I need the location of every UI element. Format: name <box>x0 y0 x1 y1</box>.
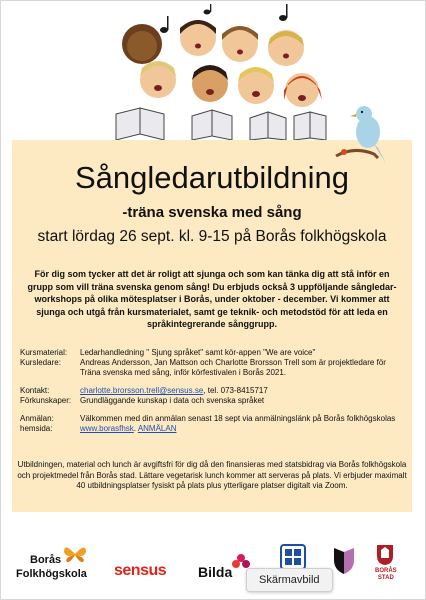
sensus-logo: sensus <box>114 562 167 579</box>
boras-folkhogskola-logo-line1: Borås <box>30 554 62 566</box>
forkunskaper-row <box>20 396 408 406</box>
subtitle: -träna svenska med sång <box>122 204 302 221</box>
logo-bar <box>0 540 426 600</box>
anmalan-label: Anmälan: <box>20 414 54 423</box>
contact-phone: , tel. 073-8415717 <box>203 386 268 395</box>
contact-email-link[interactable]: charlotte.brorsson.trell@sensus.se <box>80 386 204 395</box>
anmalan-value: Välkommen med din anmälan senast 18 sept via anmälningslänk på Borås folkhögskolas <box>80 414 396 423</box>
funding-text: Utbildningen, material och lunch är avgiftsfri för dig då den finansieras med statsbidrag via Borås folkhögskola och projektmedel från Borås stad. Lättare vegetarisk lunch kommer att serveras på plats. Vi erbjuder maximalt 40 utbildningsplatser fysiskt på plats plus ytterligare platser digitalt via Zoom. <box>17 460 407 490</box>
kontakt-row <box>20 386 408 396</box>
theatre-mask-logo <box>332 546 356 576</box>
anmalan-link[interactable]: ANMÄLAN <box>137 424 177 433</box>
forkunskaper-value: Grundläggande kunskap i data och svenska språket <box>80 396 265 405</box>
kursmaterial-row <box>20 348 408 358</box>
hemsida-row <box>20 424 408 434</box>
blue-grid-logo <box>280 544 306 570</box>
website-link[interactable]: www.borasfhsk <box>80 424 134 433</box>
boras-folkhogskola-logo-line2: Folkhögskola <box>16 568 87 580</box>
kursledare-label: Kursledare: <box>20 358 61 367</box>
bilda-logo: Bilda <box>198 564 233 580</box>
page-title: Sångledarutbildning <box>74 160 350 195</box>
hemsida-label: hemsida: <box>20 424 53 433</box>
kursledare-value: Andreas Andersson, Jan Mattson och Charlotte Brorsson Trell som är projektledare för Träna svenska med sång, inför körfestivalen i Borås 2021. <box>80 358 386 377</box>
course-details <box>20 348 408 434</box>
anmalan-row <box>20 414 408 424</box>
forkunskaper-label: Förkunskaper: <box>20 396 72 405</box>
kursmaterial-label: Kursmaterial: <box>20 348 68 357</box>
kontakt-label: Kontakt: <box>20 386 50 395</box>
kursledare-row <box>20 358 408 378</box>
link-separator: . <box>133 424 137 433</box>
date-line: start lördag 26 sept. kl. 9-15 på Borås folkhögskola <box>37 228 387 245</box>
intro-text: För dig som tycker att det är roligt att sjunga och som kan tänka dig att stå inför en grupp som vill träna svenska genom sång! Du erbjuds också 3 uppföljande sångledar-workshops på olika mötesplatser i Borås, under oktober - december. Vi kommer att sjunga och utgå från kursmaterialet, samt ge teknik- och metodstöd för att leda en språkintegrerande sånggrupp. <box>27 269 397 329</box>
boras-stad-crest-icon <box>376 544 394 566</box>
choir-illustration <box>100 4 330 140</box>
boras-stad-logo: BORÅS STAD <box>375 568 397 581</box>
kursmaterial-value: Ledarhandledning " Sjung språket" samt kör-appen "We are voice" <box>80 348 316 357</box>
butterfly-icon <box>62 542 88 566</box>
screenshot-tooltip: Skärmavbild <box>246 568 333 592</box>
bird-illustration <box>334 96 394 168</box>
